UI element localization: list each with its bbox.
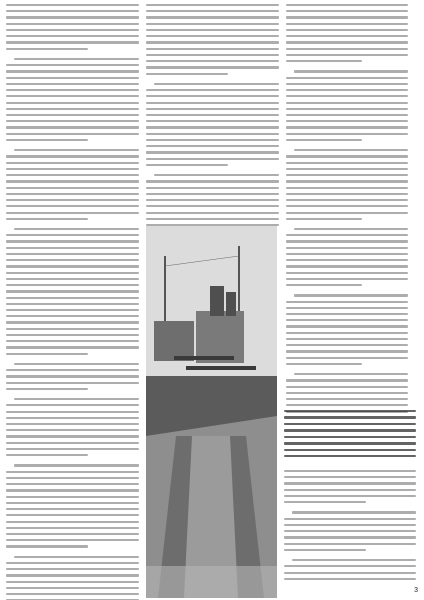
- text-line: [6, 64, 139, 66]
- text-line: [286, 247, 408, 249]
- text-line: [6, 205, 139, 207]
- text-line: [286, 344, 408, 346]
- text-line: [146, 114, 279, 116]
- text-line: [146, 199, 279, 201]
- text-line: [286, 60, 362, 62]
- text-line: [6, 502, 139, 504]
- text-line: [6, 353, 88, 355]
- body-text-lines: [6, 4, 139, 600]
- text-line: [284, 429, 416, 431]
- text-line: [286, 218, 362, 220]
- text-line: [286, 265, 408, 267]
- text-line: [6, 568, 139, 570]
- text-line: [146, 212, 279, 214]
- text-line: [286, 174, 408, 176]
- text-line: [6, 496, 139, 498]
- text-line: [284, 470, 416, 472]
- caption-text-lines: [284, 410, 416, 462]
- text-line: [146, 29, 279, 31]
- text-line: [6, 120, 139, 122]
- text-line: [6, 272, 139, 274]
- text-line: [286, 108, 408, 110]
- body-text-lines: [286, 4, 408, 417]
- text-line: [6, 334, 139, 336]
- text-line: [286, 29, 408, 31]
- text-line: [286, 168, 408, 170]
- text-line: [286, 155, 408, 157]
- text-line: [6, 375, 139, 377]
- text-line: [146, 41, 279, 43]
- text-line: [146, 16, 279, 18]
- text-line: [286, 10, 408, 12]
- text-line: [6, 199, 139, 201]
- text-line: [146, 158, 279, 160]
- text-line: [6, 77, 139, 79]
- text-line: [286, 16, 408, 18]
- text-line: [6, 483, 139, 485]
- text-line: [284, 543, 416, 545]
- text-line: [286, 120, 408, 122]
- text-line: [6, 477, 139, 479]
- text-line: [6, 527, 139, 529]
- text-line: [6, 454, 88, 456]
- text-line: [6, 180, 139, 182]
- text-line: [6, 126, 139, 128]
- text-line: [6, 253, 139, 255]
- text-line: [146, 180, 279, 182]
- text-line: [286, 319, 408, 321]
- text-line: [6, 89, 139, 91]
- text-line: [6, 174, 139, 176]
- text-line: [146, 139, 279, 141]
- text-line: [284, 495, 416, 497]
- text-line: [146, 108, 279, 110]
- text-line: [284, 518, 416, 520]
- text-line: [286, 77, 408, 79]
- text-line: [146, 73, 228, 75]
- text-line: [6, 139, 88, 141]
- text-line: [6, 23, 139, 25]
- text-line: [286, 313, 408, 315]
- text-line: [286, 259, 408, 261]
- text-line: [286, 54, 408, 56]
- text-line: [146, 60, 279, 62]
- text-line: [286, 392, 408, 394]
- text-line: [284, 482, 416, 484]
- text-line: [284, 442, 416, 444]
- text-line: [146, 54, 279, 56]
- text-line: [286, 234, 408, 236]
- text-line: [286, 278, 408, 280]
- text-line: [284, 536, 416, 538]
- text-line: [286, 386, 408, 388]
- text-line: [146, 23, 279, 25]
- text-line: [14, 363, 139, 365]
- text-line: [6, 448, 139, 450]
- text-line: [6, 83, 139, 85]
- text-line: [146, 205, 279, 207]
- text-line: [14, 556, 139, 558]
- text-line: [146, 133, 279, 135]
- text-line: [286, 338, 408, 340]
- text-line: [286, 212, 408, 214]
- text-line: [284, 501, 366, 503]
- text-line: [146, 4, 279, 6]
- text-line: [286, 240, 408, 242]
- text-line: [6, 489, 139, 491]
- text-line: [286, 253, 408, 255]
- battleship-photo: [146, 226, 277, 598]
- text-line: [284, 455, 416, 457]
- text-line: [6, 155, 139, 157]
- text-line: [286, 307, 408, 309]
- text-line: [6, 29, 139, 31]
- text-line: [286, 363, 362, 365]
- text-line: [154, 83, 279, 85]
- text-line: [6, 16, 139, 18]
- text-line: [286, 89, 408, 91]
- text-line: [146, 187, 279, 189]
- text-line: [6, 41, 139, 43]
- text-column-3: [286, 4, 408, 417]
- text-line: [6, 411, 139, 413]
- text-line: [6, 218, 88, 220]
- text-line: [6, 315, 139, 317]
- text-line: [6, 265, 139, 267]
- text-line: [6, 545, 88, 547]
- text-line: [286, 357, 408, 359]
- body-text-lines: [284, 470, 416, 584]
- text-line: [154, 174, 279, 176]
- text-line: [146, 151, 279, 153]
- text-line: [284, 572, 416, 574]
- text-line: [146, 218, 279, 220]
- text-line: [286, 139, 362, 141]
- text-line: [6, 297, 139, 299]
- text-line: [284, 524, 416, 526]
- text-column-3-lower: [284, 470, 416, 584]
- text-line: [6, 429, 139, 431]
- text-line: [286, 133, 408, 135]
- text-line: [14, 58, 139, 60]
- text-line: [6, 35, 139, 37]
- text-line: [286, 83, 408, 85]
- page-number: 3: [414, 586, 418, 594]
- text-line: [146, 48, 279, 50]
- text-line: [6, 309, 139, 311]
- text-column-1: [6, 4, 139, 600]
- text-line: [6, 133, 139, 135]
- text-line: [286, 193, 408, 195]
- text-line: [284, 410, 416, 412]
- text-line: [146, 35, 279, 37]
- text-line: [146, 120, 279, 122]
- text-line: [294, 228, 408, 230]
- text-line: [286, 332, 408, 334]
- text-line: [286, 41, 408, 43]
- text-line: [286, 48, 408, 50]
- text-line: [6, 508, 139, 510]
- text-line: [286, 35, 408, 37]
- text-line: [284, 436, 416, 438]
- text-line: [6, 539, 139, 541]
- text-line: [6, 108, 139, 110]
- photo-credit: [138, 470, 146, 590]
- text-line: [294, 149, 408, 151]
- text-line: [286, 126, 408, 128]
- text-line: [286, 404, 408, 406]
- text-line: [6, 321, 139, 323]
- text-line: [292, 511, 416, 513]
- text-line: [6, 114, 139, 116]
- text-line: [6, 168, 139, 170]
- text-line: [286, 162, 408, 164]
- text-line: [6, 162, 139, 164]
- text-line: [6, 187, 139, 189]
- text-line: [14, 464, 139, 466]
- text-line: [6, 95, 139, 97]
- text-line: [6, 417, 139, 419]
- page-footer: [6, 584, 418, 596]
- text-line: [286, 114, 408, 116]
- text-line: [6, 234, 139, 236]
- text-line: [286, 187, 408, 189]
- text-line: [6, 562, 139, 564]
- text-line: [6, 533, 139, 535]
- text-line: [6, 521, 139, 523]
- text-line: [6, 290, 139, 292]
- text-line: [286, 272, 408, 274]
- text-line: [6, 382, 139, 384]
- text-line: [6, 581, 139, 583]
- text-line: [286, 205, 408, 207]
- text-line: [286, 199, 408, 201]
- text-line: [6, 404, 139, 406]
- text-line: [286, 23, 408, 25]
- text-line: [284, 476, 416, 478]
- text-line: [294, 294, 408, 296]
- text-line: [6, 70, 139, 72]
- text-line: [284, 416, 416, 418]
- text-line: [6, 212, 139, 214]
- text-line: [284, 423, 416, 425]
- text-line: [286, 284, 362, 286]
- text-line: [6, 240, 139, 242]
- text-line: [6, 303, 139, 305]
- text-line: [286, 180, 408, 182]
- text-line: [286, 102, 408, 104]
- text-line: [294, 70, 408, 72]
- text-line: [286, 301, 408, 303]
- text-line: [6, 514, 139, 516]
- text-line: [286, 398, 408, 400]
- text-line: [146, 193, 279, 195]
- text-line: [286, 4, 408, 6]
- text-line: [6, 328, 139, 330]
- text-line: [6, 278, 139, 280]
- text-line: [6, 48, 88, 50]
- text-line: [6, 4, 139, 6]
- text-line: [284, 565, 416, 567]
- text-line: [14, 398, 139, 400]
- text-line: [6, 346, 139, 348]
- text-line: [284, 449, 416, 451]
- text-line: [146, 89, 279, 91]
- body-text-lines: [146, 4, 279, 230]
- text-line: [6, 423, 139, 425]
- text-line: [146, 102, 279, 104]
- text-line: [6, 388, 88, 390]
- text-line: [6, 471, 139, 473]
- text-line: [284, 578, 416, 580]
- text-line: [286, 379, 408, 381]
- text-line: [286, 95, 408, 97]
- text-line: [14, 228, 139, 230]
- text-line: [6, 259, 139, 261]
- text-line: [6, 574, 139, 576]
- text-line: [6, 193, 139, 195]
- text-line: [286, 325, 408, 327]
- text-line: [146, 95, 279, 97]
- text-line: [146, 164, 228, 166]
- text-line: [284, 530, 416, 532]
- text-line: [6, 10, 139, 12]
- text-line: [294, 373, 408, 375]
- text-line: [6, 247, 139, 249]
- text-line: [6, 369, 139, 371]
- text-line: [6, 442, 139, 444]
- photo-caption: [284, 410, 416, 462]
- text-line: [6, 284, 139, 286]
- text-line: [146, 126, 279, 128]
- text-line: [146, 66, 279, 68]
- text-line: [284, 489, 416, 491]
- text-line: [6, 102, 139, 104]
- side-label: [412, 210, 422, 290]
- text-line: [286, 350, 408, 352]
- text-line: [146, 145, 279, 147]
- text-line: [6, 340, 139, 342]
- text-line: [14, 149, 139, 151]
- text-line: [6, 435, 139, 437]
- text-line: [284, 549, 366, 551]
- battleship-illustration: [146, 226, 277, 598]
- text-line: [146, 10, 279, 12]
- text-column-2: [146, 4, 279, 230]
- text-line: [292, 559, 416, 561]
